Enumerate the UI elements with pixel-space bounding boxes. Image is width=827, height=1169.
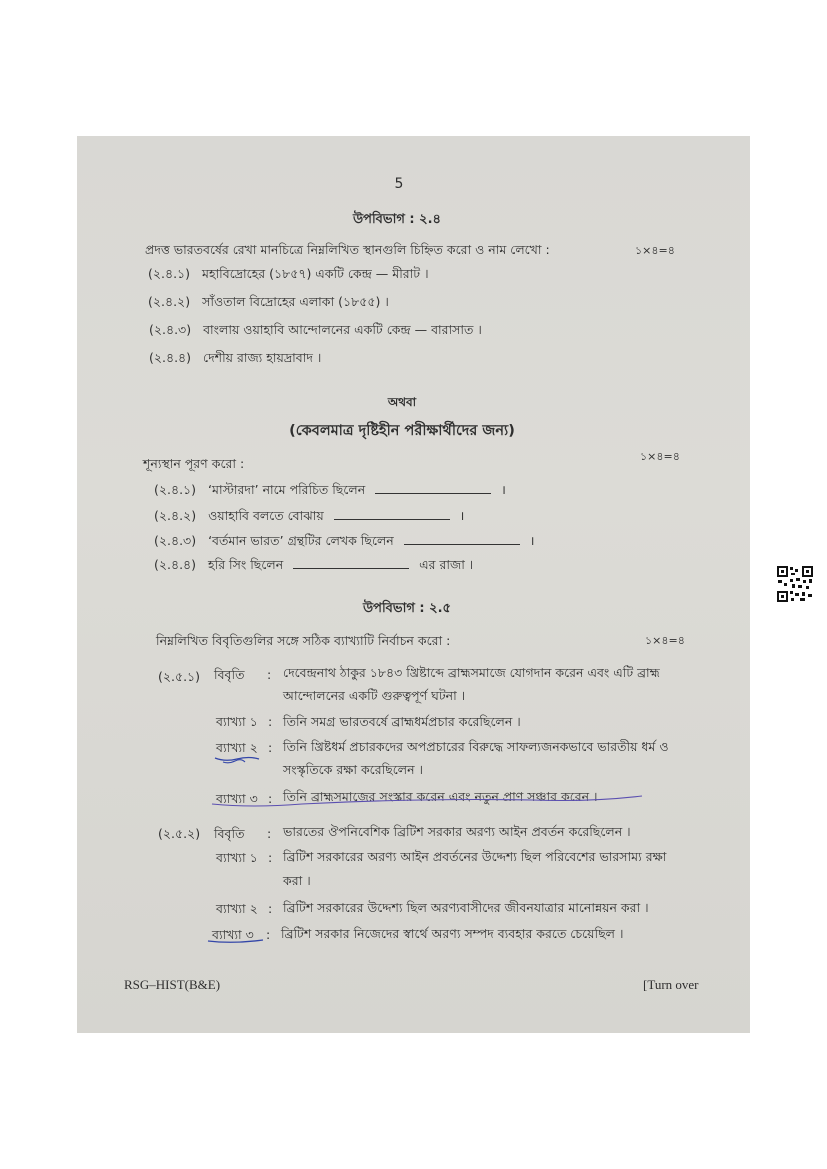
colon: : [268, 901, 273, 916]
explanation-text: সংস্কৃতিকে রক্ষা করেছিলেন । [283, 762, 423, 777]
item-text: সাঁওতাল বিদ্রোহের এলাকা (১৮৫৫) । [202, 294, 389, 309]
pen-underline [212, 796, 642, 806]
instruction-map: প্রদত্ত ভারতবর্ষের রেখা মানচিত্রে নিম্নলিখিত স্থানগুলি চিহ্নিত করো ও নাম লেখো : [145, 242, 550, 257]
instruction-match: নিম্নলিখিত বিবৃতিগুলির সঙ্গে সঠিক ব্যাখ্যাটি নির্বাচন করো : [156, 633, 451, 648]
item-end: । [459, 508, 465, 523]
item-end: এর রাজা । [419, 557, 474, 572]
explanation-label: ব্যাখ্যা ২ [216, 740, 258, 755]
marks-2-4: ১×৪=৪ [635, 244, 675, 257]
explanation-label: ব্যাখ্যা ৩ [216, 791, 258, 806]
subsection-heading-2-4: উপবিভাগ : ২.৪ [353, 212, 441, 227]
statement-text: দেবেন্দ্রনাথ ঠাকুর ১৮৪৩ খ্রিষ্টাব্দে ব্রাহ্মসমাজে যোগদান করেন এবং এটি ব্রাহ্ম [283, 665, 660, 680]
explanation-text: ব্রিটিশ সরকার নিজেদের স্বার্থে অরণ্য সম্পদ ব্যবহার করতে চেয়েছিল । [281, 926, 624, 941]
item-text: দেশীয় রাজ্য হায়দ্রাবাদ । [203, 350, 322, 365]
item-number: (২.৪.৩) [154, 533, 197, 548]
item-number: (২.৪.১) [148, 266, 191, 281]
item-text: বাংলায় ওয়াহাবি আন্দোলনের একটি কেন্দ্র — বারাসাত । [203, 322, 482, 337]
colon: : [267, 667, 272, 682]
instruction-fill-blanks: শূন্যস্থান পূরণ করো : [143, 456, 245, 471]
colon: : [268, 850, 273, 865]
explanation-label: ব্যাখ্যা ২ [216, 901, 258, 916]
colon: : [268, 714, 273, 729]
explanation-text: তিনি ব্রাহ্মসমাজের সংস্কার করেন এবং নতুন প্রাণ সঞ্চার করেন । [283, 789, 598, 804]
question-number: (২.৫.১) [158, 669, 201, 684]
explanation-text: করা । [283, 873, 311, 888]
explanation-label: ব্যাখ্যা ১ [216, 714, 258, 729]
explanation-label: ব্যাখ্যা ১ [216, 850, 258, 865]
marks-2-5: ১×৪=৪ [645, 634, 685, 647]
item-text: মহাবিদ্রোহের (১৮৫৭) একটি কেন্দ্র — মীরাট । [202, 266, 429, 281]
item-number: (২.৪.৪) [154, 557, 197, 572]
pen-underline [208, 940, 263, 942]
exam-page-photo [77, 136, 750, 1033]
colon: : [268, 740, 273, 755]
explanation-text: তিনি সমগ্র ভারতবর্ষে ব্রাহ্মধর্মপ্রচার করেছিলেন । [283, 714, 521, 729]
question-number: (২.৫.২) [158, 826, 201, 841]
explanation-text: ব্রিটিশ সরকারের উদ্দেশ্য ছিল অরণ্যবাসীদের জীবনযাত্রার মানোন্নয়ন করা । [283, 900, 649, 915]
item-end: । [529, 533, 535, 548]
page-number: 5 [394, 176, 404, 192]
pen-annotations [77, 136, 750, 1033]
item-number: (২.৪.১) [154, 482, 197, 497]
subsection-heading-2-5: উপবিভাগ : ২.৫ [363, 601, 451, 616]
item-text: ওয়াহাবি বলতে বোঝায় [208, 508, 324, 523]
explanation-text: ব্রিটিশ সরকারের অরণ্য আইন প্রবর্তনের উদ্দেশ্য ছিল পরিবেশের ভারসাম্য রক্ষা [283, 849, 667, 864]
statement-label: বিবৃতি [214, 667, 245, 682]
colon: : [267, 826, 272, 841]
colon: : [268, 791, 273, 806]
item-text: হরি সিং ছিলেন [208, 557, 284, 572]
item-text: ‘বর্তমান ভারত’ গ্রন্থটির লেখক ছিলেন [208, 533, 394, 548]
statement-text: ভারতের ঔপনিবেশিক ব্রিটিশ সরকার অরণ্য আইন প্রবর্তন করেছিলেন । [283, 824, 631, 839]
explanation-label: ব্যাখ্যা ৩ [212, 927, 254, 942]
qr-code-icon [776, 565, 814, 603]
marks-alt: ১×৪=৪ [640, 450, 680, 463]
or-label: অথবা [387, 395, 417, 409]
statement-text: আন্দোলনের একটি গুরুত্বপূর্ণ ঘটনা । [283, 688, 466, 703]
explanation-text: তিনি খ্রিষ্টধর্ম প্রচারকদের অপপ্রচারের বিরুদ্ধে সাফল্যজনকভাবে ভারতীয় ধর্ম ও [283, 739, 669, 754]
paper-code: RSG–HIST(B&E) [124, 977, 221, 992]
item-end: । [501, 482, 506, 497]
alt-subtitle: (কেবলমাত্র দৃষ্টিহীন পরীক্ষার্থীদের জন্য) [289, 423, 515, 439]
item-number: (২.৪.২) [154, 508, 197, 523]
item-number: (২.৪.২) [148, 294, 191, 309]
colon: : [266, 927, 271, 942]
item-number: (২.৪.৩) [149, 322, 192, 337]
statement-label: বিবৃতি [214, 826, 245, 841]
turn-over: [Turn over [643, 977, 699, 992]
item-number: (২.৪.৪) [149, 350, 192, 365]
item-text: ‘মাস্টারদা’ নামে পরিচিত ছিলেন [208, 482, 366, 497]
